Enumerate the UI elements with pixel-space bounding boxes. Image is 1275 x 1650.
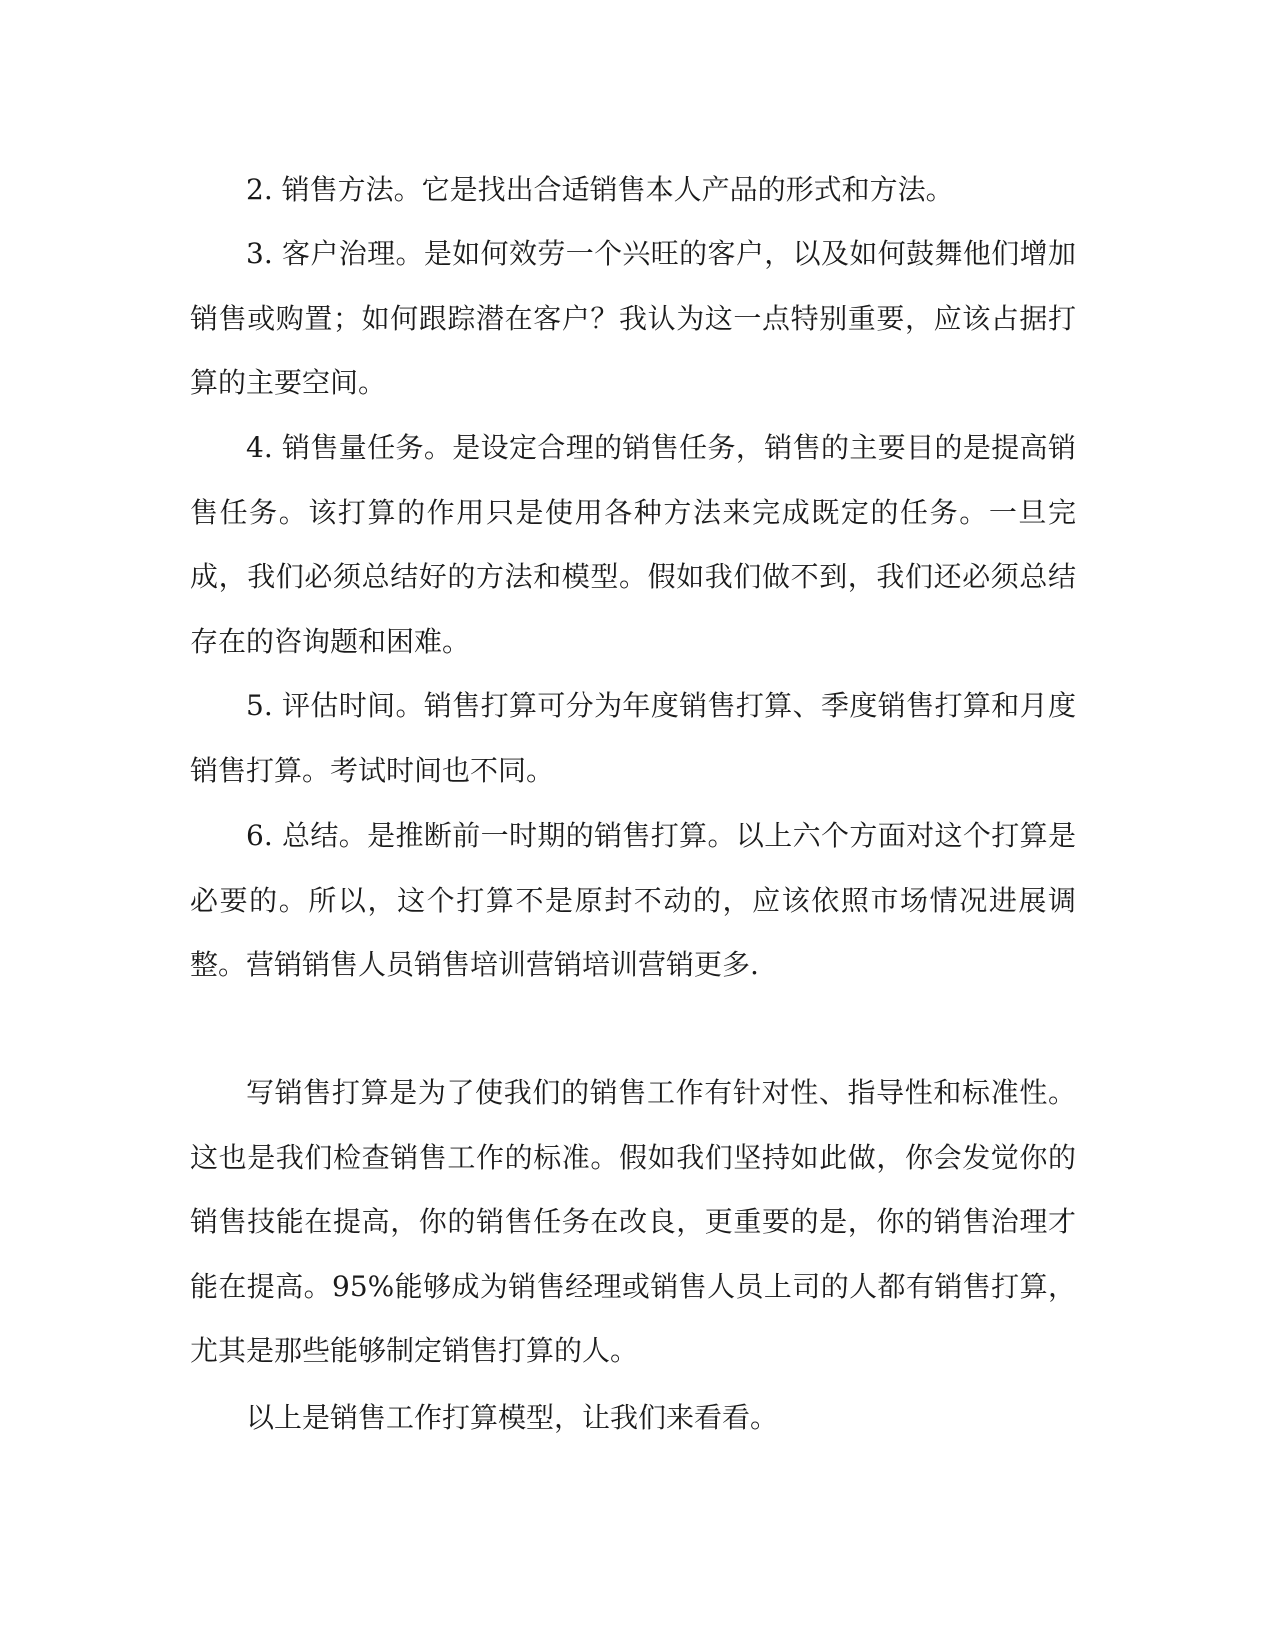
paragraph-evaluation-time: 5. 评估时间。销售打算可分为年度销售打算、季度销售打算和月度销售打算。考试时间也不同。 (190, 689, 1076, 787)
paragraph-summary: 6. 总结。是推断前一时期的销售打算。以上六个方面对这个打算是必要的。所以，这个打算不是原封不动的，应该依照市场情况进展调整。营销销售人员销售培训营销培训营销更多. (190, 819, 1076, 982)
paragraph-sales-target: 4. 销售量任务。是设定合理的销售任务，销售的主要目的是提高销售任务。该打算的作用只是使用各种方法来完成既定的任务。一旦完成，我们必须总结好的方法和模型。假如我们做不到，我们还必须总结存在的咨询题和困难。 (190, 431, 1076, 658)
paragraph-closing: 以上是销售工作打算模型，让我们来看看。 (246, 1401, 779, 1434)
paragraph-sales-method: 2. 销售方法。它是找出合适销售本人产品的形式和方法。 (246, 173, 954, 206)
paragraph-why-write-plan: 写销售打算是为了使我们的销售工作有针对性、指导性和标准性。这也是我们检查销售工作的标准。假如我们坚持如此做，你会发觉你的销售技能在提高，你的销售任务在改良，更重要的是，你的销售治理才能在提高。95%能够成为销售经理或销售人员上司的人都有销售打算，尤其是那些能够制定销售打算的人。 (190, 1076, 1076, 1368)
paragraph-customer-management: 3. 客户治理。是如何效劳一个兴旺的客户，以及如何鼓舞他们增加销售或购置；如何跟踪潜在客户？我认为这一点特别重要，应该占据打算的主要空间。 (190, 237, 1076, 400)
